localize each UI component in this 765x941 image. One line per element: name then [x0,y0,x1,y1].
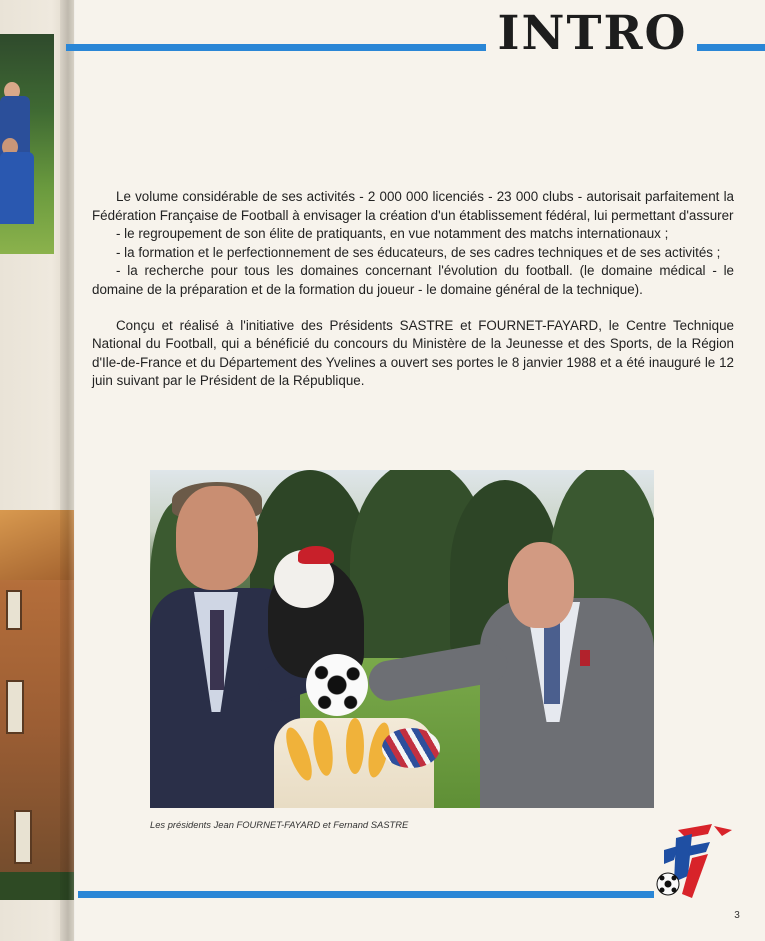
bullet-item: - la formation et le perfectionnement de ses éducateurs, de ses cadres techniques et de ses activités ; [116,244,721,260]
page-gutter [60,0,76,941]
header-rule-right [697,44,765,51]
photo-caption: Les présidents Jean FOURNET-FAYARD et Fernand SASTRE [150,819,409,830]
fff-logo-icon [652,820,736,902]
header-rule-left [66,44,486,51]
paragraph-intro: Le volume considérable de ses activités - 2 000 000 licenciés - 23 000 clubs - autorisait parfaitement la Fédération Française de Football à envisager la création d'un établissement fédéral, lui permettant d'assurer [92,189,734,223]
paragraph-history: Conçu et réalisé à l'initiative des Présidents SASTRE et FOURNET-FAYARD, le Centre Technique National du Football, qui a bénéficié du concours du Ministère de la Jeunesse et des Sports, de la Région d'Ile-de-France et du Département des Yvelines a ouvert ses portes le 8 janvier 1988 et a été inauguré le 12 juin suivant par le Président de la République. [92,317,734,389]
presidents-photo [150,470,654,808]
body-text [92,188,734,391]
page-number: 3 [734,910,740,921]
soccer-ball-icon [306,654,368,716]
footer-rule [78,891,654,898]
left-edge-players-photo [0,34,54,254]
bullet-item: - le regroupement de son élite de pratiquants, en vue notamment des matchs internationaux ; [116,226,669,242]
page-title: INTRO [497,6,688,61]
bullet-item: - la recherche pour tous les domaines concernant l'évolution du football. (le domaine médical - le domaine de la préparation et de la formation du joueur - le domaine général de la technique). [92,263,734,297]
